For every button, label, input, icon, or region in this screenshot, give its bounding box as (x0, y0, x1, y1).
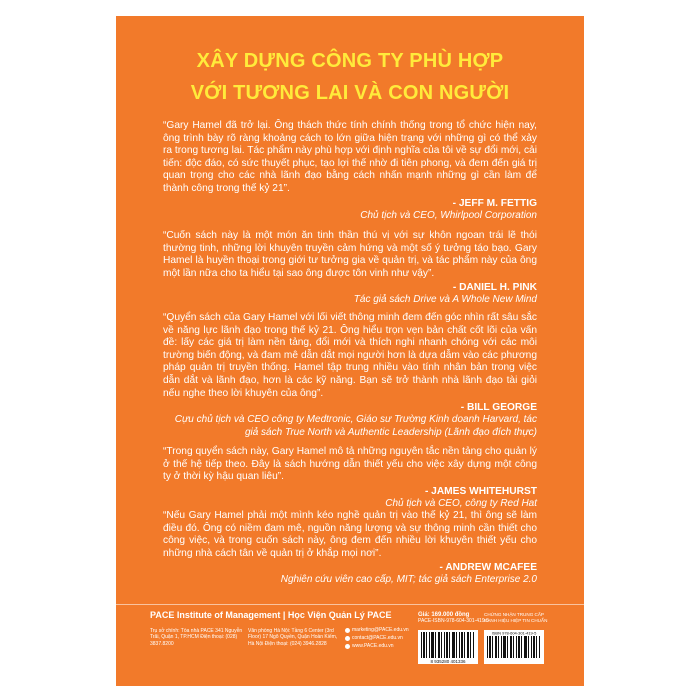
cover-title-line-2: VỚI TƯƠNG LAI VÀ CON NGƯỜI (190, 82, 510, 104)
barcode (418, 630, 478, 664)
email-icon (345, 636, 350, 641)
quote-text: “Cuốn sách này là một món ăn tinh thần thú vị với sự khôn ngoan trái lẽ thói thường tinh, những lời khuyên truyền cảm hứng và một số ý tưởng táo bạo. Gary Hamel là huyền thoại trong giới tư tưởng gia về quản trị, và tác phẩm này của ông một lần nữa cho ta hiểu tại sao ông được tôn vinh như vậy”. (163, 230, 537, 279)
quote-text: “Trong quyển sách này, Gary Hamel mô tả những nguyên tắc nền tảng cho quản lý ở thế hệ tiếp theo. Đây là sách hướng dẫn thiết yếu cho việc xây dựng một công ty ở thời kỳ hậu quan liêu”. (163, 446, 537, 483)
book-back-cover (116, 16, 584, 686)
publisher-name: PACE Institute of Management | Học Viện Quản Lý PACE (150, 610, 392, 620)
quote-author: - ANDREW MCAFEE (439, 562, 537, 574)
contact-text: www.PACE.edu.vn (352, 643, 394, 649)
quote-author: - DANIEL H. PINK (452, 282, 537, 294)
publisher-address-hanoi: Văn phòng Hà Nội: Tầng 6 Center (3rd Floor) 17 Ngõ Quyền, Quận Hoàn Kiếm, Hà Nội Điện thoại: (024) 3946.2828 (248, 628, 338, 647)
email-icon (345, 628, 350, 633)
quote-author: - JAMES WHITEHURST (424, 485, 537, 497)
publisher-address-main: Trụ sở chính: Tòa nhà PACE 341 Nguyễn Trãi, Quận 1, TP.HCM Điện thoại: (028) 3837.8200 (150, 628, 243, 647)
cover-title-line-1: XÂY DỰNG CÔNG TY PHÙ HỢP (196, 50, 504, 72)
quote-author-role: Cựu chủ tịch và CEO công ty Medtronic, Giáo sư Trường Kinh doanh Harvard, tác giả sách True North và Authentic Leadership (Lãnh đạo đích thực) (174, 414, 537, 438)
quote-text: “Nếu Gary Hamel phải một mình kéo nghề quản trị vào thế kỷ 21, thì ông sẽ làm điều đó. Ông có niềm đam mê, nguồn năng lượng và sự thông minh cần thiết cho công việc, và trong cuốn sách này, ông đem đến nhiều lời khuyên thiết yếu cho những nhà cách tân về quản trị ở khắp mọi nơi”. (163, 510, 537, 559)
isbn-number: ISBN 978-604-301-419-5 (491, 630, 537, 636)
quote-author-role: Chủ tịch và CEO, Whirlpool Corporation (360, 209, 537, 221)
quote-author-role: Nghiên cứu viên cao cấp, MIT; tác giả sách Enterprise 2.0 (280, 574, 537, 586)
contact-text: marketing@PACE.edu.vn (352, 627, 409, 633)
quote-text: “Quyển sách của Gary Hamel với lối viết thông minh đem đến góc nhìn rất sâu sắc về năng lực lãnh đạo trong thế kỷ 21. Ông hiểu trọn vẹn bản chất cốt lõi của vấn đề: lấy các giá trị làm nền tảng, đổi mới và thích nghi nhanh chóng với các môi trường biến động, và đam mê dẫn dắt mọi người hơn là dựa dẫm vào các phương pháp quản trị truyền thống. Hamel tập trung nhiều vào tính nhân bản trong việc dẫn dắt và lãnh đạo, hơn là các kỹ năng. Bạn sẽ trở thành nhà lãnh đạo tài giỏi nếu nghe theo lời khuyên của ông”. (163, 312, 537, 399)
quote-block (163, 446, 537, 510)
quote-text: “Gary Hamel đã trở lại. Ông thách thức tính chính thống trong tổ chức hiện nay, ông trình bày rõ ràng khoảng cách to lớn giữa hiện trạng với những gì có thể xảy ra trong tương lai. Tác phẩm này phù hợp với định nghĩa của tôi về sự đổi mới, cải tiến: độc đáo, có sức thuyết phục, tạo lợi thế nhờ đi tiên phong, và đem đến giá trị quan trọng cho các nhà lãnh đạo bằng cách nhấn mạnh những gì cần làm để thành công trong thế kỷ 21”. (163, 120, 537, 194)
quote-author: - JEFF M. FETTIG (452, 197, 537, 209)
contact-website[interactable] (345, 642, 413, 650)
quote-block (163, 230, 537, 307)
quote-author: - BILL GEORGE (460, 402, 537, 414)
price-label: Giá: 169.000 đồng (418, 612, 470, 618)
barcode-number: 8 935280 401336 (430, 659, 466, 664)
contact-email-marketing[interactable] (345, 626, 413, 634)
globe-icon (345, 644, 350, 649)
certificate-text: CHỨNG NHẬN TRUNG CẤP DANH HIỆU HIỆP TIN CHUẨN (484, 612, 548, 623)
quote-author-role: Chủ tịch và CEO, công ty Red Hat (385, 497, 537, 509)
contact-text: contact@PACE.edu.vn (352, 635, 403, 641)
quote-block (163, 510, 537, 587)
quote-block (163, 312, 537, 439)
isbn-barcode (484, 630, 544, 664)
contact-email-general[interactable] (345, 634, 413, 642)
quote-author-role: Tác giả sách Drive và A Whole New Mind (353, 294, 537, 306)
quote-block (163, 120, 537, 222)
publisher-contacts (345, 626, 413, 650)
isbn-code: PACE-ISBN-978-604-301-419-5 (418, 618, 490, 624)
footer-divider (116, 604, 584, 605)
